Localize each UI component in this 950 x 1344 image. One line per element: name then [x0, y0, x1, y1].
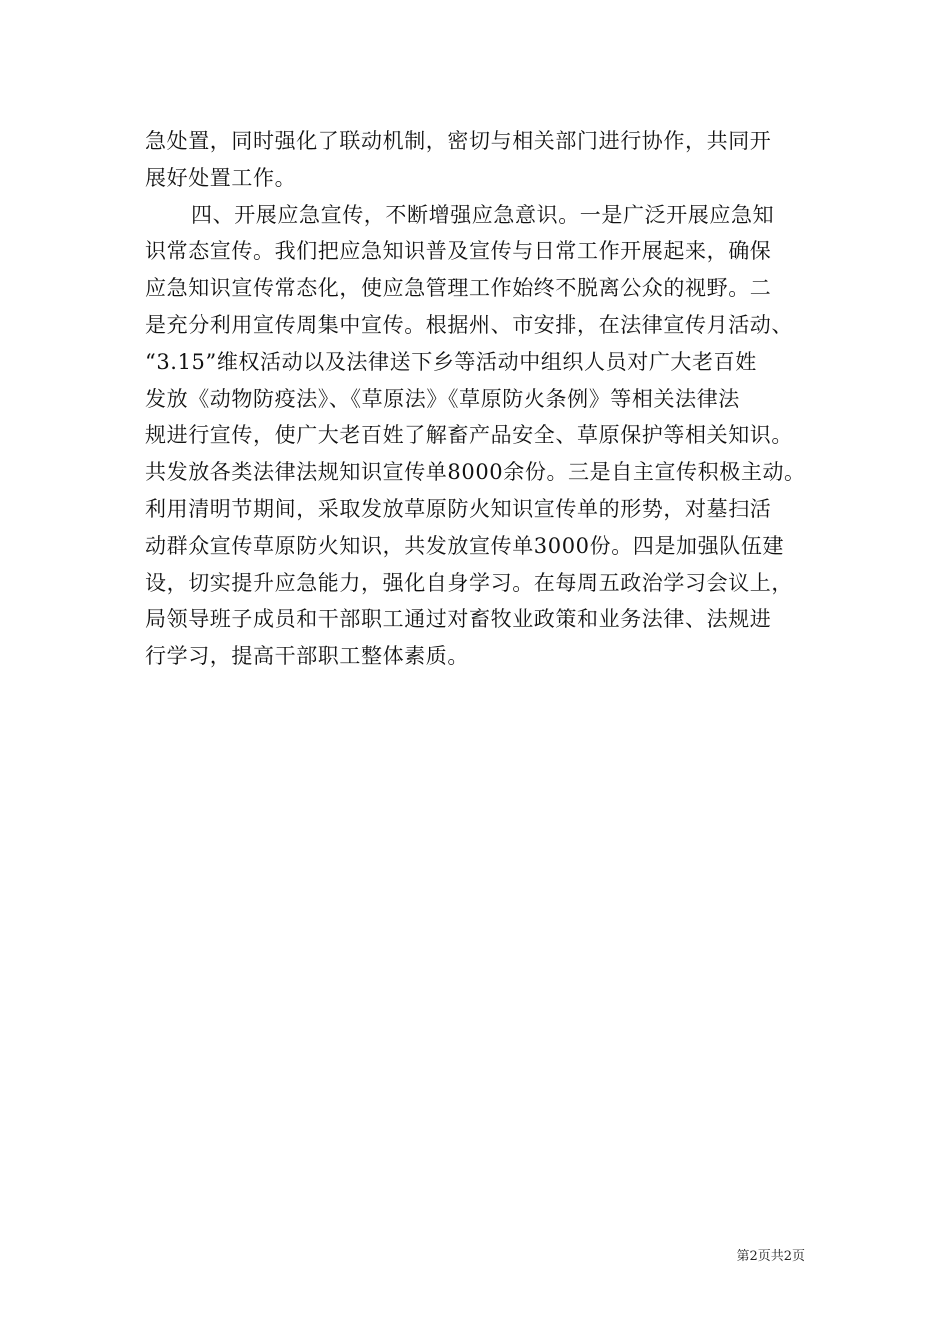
text-line: 设，切实提升应急能力，强化自身学习。在每周五政治学习会议上，	[145, 570, 793, 595]
document-body	[145, 123, 820, 675]
text-line: 动群众宣传草原防火知识，共发放宣传单3000份。四是加强队伍建	[145, 533, 785, 558]
text-line: 发放《动物防疫法》、《草原法》《草原防火条例》等相关法律法	[145, 386, 740, 411]
text-line: 行学习，提高干部职工整体素质。	[145, 644, 469, 669]
text-line: 四、开展应急宣传，不断增强应急意识。一是广泛开展应急知	[191, 202, 775, 227]
text-line: 规进行宣传，使广大老百姓了解畜产品安全、草原保护等相关知识。	[145, 423, 793, 448]
text-line: 应急知识宣传常态化，使应急管理工作始终不脱离公众的视野。二	[145, 276, 772, 301]
text-line: 识常态宣传。我们把应急知识普及宣传与日常工作开展起来，确保	[145, 239, 772, 264]
text-line: “3.15”维权活动以及法律送下乡等活动中组织人员对广大老百姓	[145, 349, 757, 374]
text-line: 急处置，同时强化了联动机制，密切与相关部门进行协作，共同开	[145, 129, 772, 153]
text-line: 是充分利用宣传周集中宣传。根据州、市安排，在法律宣传月活动、	[145, 312, 793, 337]
text-line: 局领导班子成员和干部职工通过对畜牧业政策和业务法律、法规进	[145, 607, 772, 632]
text-line: 利用清明节期间，采取发放草原防火知识宣传单的形势，对墓扫活	[145, 496, 772, 521]
text-line: 展好处置工作。	[145, 165, 297, 190]
text-line: 共发放各类法律法规知识宣传单8000余份。三是自主宣传积极主动。	[145, 460, 806, 485]
page-number: 第2页共2页	[736, 1249, 805, 1264]
